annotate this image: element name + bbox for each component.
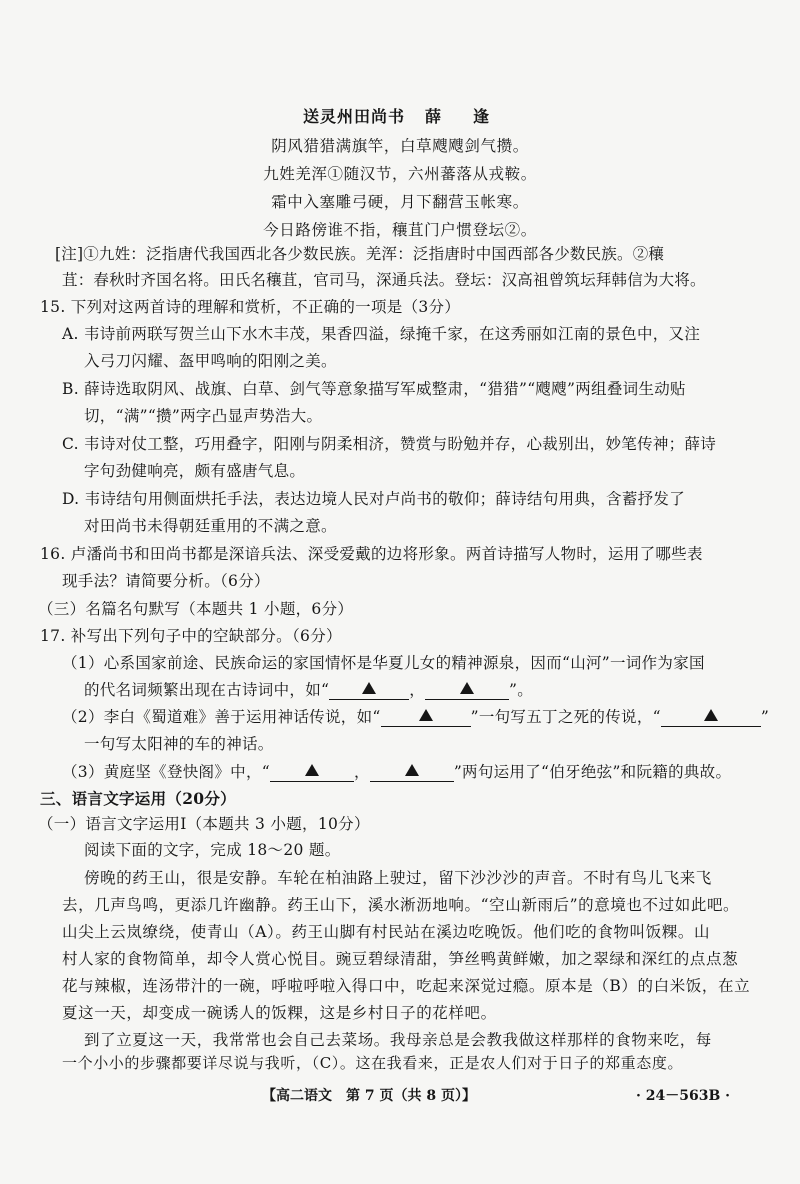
q17-part1-separator: ，: [409, 681, 426, 699]
part-3-subheading: （一）语言文字运用Ⅰ（本题共 3 小题，10分）: [38, 815, 370, 833]
poem-line-3: 霜中入塞雕弓硬，月下翻营玉帐寒。: [271, 193, 529, 211]
q17-part1-line2: [84, 678, 533, 700]
q15-option-a-line1: A. 韦诗前两联写贺兰山下水木丰茂，果香四溢，绿掩千家，在这秀丽如江南的景色中，又注: [62, 325, 701, 343]
passage-line-1: 傍晚的药王山，很是安静。车轮在柏油路上驶过，留下沙沙沙的声音。不时有鸟儿飞来飞: [84, 869, 712, 887]
reading-instruction: 阅读下面的文字，完成 18～20 题。: [84, 841, 341, 859]
poem-title-line: [0, 104, 800, 127]
passage-line-5: 花与辣椒，连汤带汁的一碗，呼啦呼啦入得口中，吃起来深觉过瘾。原本是（B）的白米饭，在立: [62, 977, 751, 995]
footer-code: · 24－563B ·: [636, 1088, 731, 1104]
footer-page-info: 【高二语文 第 7 页（共 8 页）】: [262, 1088, 476, 1104]
q15-option-b-line1: B. 薛诗选取阴风、战旗、白草、剑气等意象描写军威整肃，“猎猎”“飕飕”两组叠词生动贴: [62, 380, 686, 398]
q17-part1-text: 的代名词频繁出现在古诗词中，如“: [84, 681, 330, 699]
q15-option-c-line2: 字句劲健响亮，颇有盛唐气息。: [84, 462, 306, 480]
passage-line-3: 山尖上云岚缭绕，使青山（A）。药王山脚有村民站在溪边吃晚饭。他们吃的食物叫饭粿。山: [62, 923, 711, 941]
q15-stem: 15. 下列对这两首诗的理解和赏析，不正确的一项是（3分）: [40, 298, 461, 316]
q17-part1-line1: （1）心系国家前途、民族命运的家国情怀是华夏儿女的精神源泉，因而“山河”一词作为家国: [62, 654, 705, 672]
q17-part2-close: ”: [760, 708, 770, 726]
triangle-marker-icon: [460, 682, 474, 694]
answer-blank[interactable]: [661, 709, 761, 727]
q17-part3-close: ”两句运用了“伯牙绝弦”和阮籍的典故。: [453, 763, 732, 781]
q15-option-d-line1: D. 韦诗结句用侧面烘托手法，表达边境人民对卢尚书的敬仰；薛诗结句用典，含蓄抒发了: [62, 490, 686, 508]
section-3-heading: （三）名篇名句默写（本题共 1 小题，6分）: [38, 600, 354, 618]
poem-line-2: 九姓羌浑①随汉节，六州蕃落从戎鞍。: [263, 165, 537, 183]
poem-title: 送灵州田尚书: [302, 107, 405, 126]
q17-stem: 17. 补写出下列句子中的空缺部分。（6分）: [40, 627, 342, 645]
note-line-2: 苴：春秋时齐国名将。田氏名穰苴，官司马，深通兵法。登坛：汉高祖曾筑坛拜韩信为大将。: [62, 271, 706, 289]
q17-part2-line2: 一句写太阳神的车的神话。: [84, 735, 274, 753]
triangle-marker-icon: [419, 709, 433, 721]
triangle-marker-icon: [704, 709, 718, 721]
answer-blank[interactable]: [370, 764, 454, 782]
q17-part3-line: [62, 760, 731, 782]
passage-line-8: 一个小小的步骤都要详尽说与我听，（C）。这在我看来，正是农人们对于日子的郑重态度。: [62, 1054, 684, 1072]
q17-part1-close: ”。: [509, 681, 534, 699]
poem-line-1: 阴风猎猎满旗竿，白草飕飕剑气攒。: [271, 137, 529, 155]
q15-option-b-line2: 切，“满”“攒”两字凸显声势浩大。: [84, 407, 323, 425]
passage-line-7: 到了立夏这一天，我常常也会自己去菜场。我母亲总是会教我做这样那样的食物来吃，每: [84, 1031, 712, 1049]
triangle-marker-icon: [362, 682, 376, 694]
part-3-heading: 三、语言文字运用（20分）: [40, 789, 236, 808]
q17-part2-text: （2）李白《蜀道难》善于运用神话传说，如“: [62, 708, 381, 726]
answer-blank[interactable]: [425, 682, 509, 700]
poem-line-4: 今日路傍谁不指，穰苴门户惯登坛②。: [263, 221, 537, 239]
passage-line-2: 去，几声鸟鸣，更添几许幽静。药王山下，溪水淅沥地响。“空山新雨后”的意境也不过如此吧。: [62, 896, 740, 914]
answer-blank[interactable]: [381, 709, 471, 727]
q15-option-c-line1: C. 韦诗对仗工整，巧用叠字，阳刚与阴柔相济，赞赏与盼勉并存，心裁别出，妙笔传神；薛诗: [62, 435, 717, 453]
answer-blank[interactable]: [329, 682, 409, 700]
q16-line1: 16. 卢潘尚书和田尚书都是深谙兵法、深受爱戴的边将形象。两首诗描写人物时，运用了哪些表: [40, 545, 703, 563]
note-line-1: [注]①九姓：泛指唐代我国西北各少数民族。羌浑：泛指唐时中国西部各少数民族。②穰: [55, 245, 665, 263]
q17-part2-middle: ”一句写五丁之死的传说，“: [470, 708, 661, 726]
passage-line-6: 夏这一天，却变成一碗诱人的饭粿，这是乡村日子的花样吧。: [62, 1004, 497, 1022]
q17-part2-line1: [62, 705, 769, 727]
q15-option-a-line2: 入弓刀闪耀、盔甲鸣响的阳刚之美。: [84, 352, 337, 370]
q16-line2: 现手法？请简要分析。（6分）: [62, 572, 270, 590]
q15-option-d-line2: 对田尚书未得朝廷重用的不满之意。: [84, 517, 337, 535]
poem-author: 薛 逢: [425, 107, 498, 126]
triangle-marker-icon: [405, 764, 419, 776]
q17-part3-separator: ，: [354, 763, 370, 781]
passage-line-4: 村人家的食物简单，却令人赏心悦目。豌豆碧绿清甜，笋丝鸭黄鲜嫩，加之翠绿和深红的点点葱: [62, 950, 739, 968]
q17-part3-text: （3）黄庭坚《登快阁》中，“: [62, 763, 270, 781]
triangle-marker-icon: [305, 764, 319, 776]
answer-blank[interactable]: [270, 764, 354, 782]
